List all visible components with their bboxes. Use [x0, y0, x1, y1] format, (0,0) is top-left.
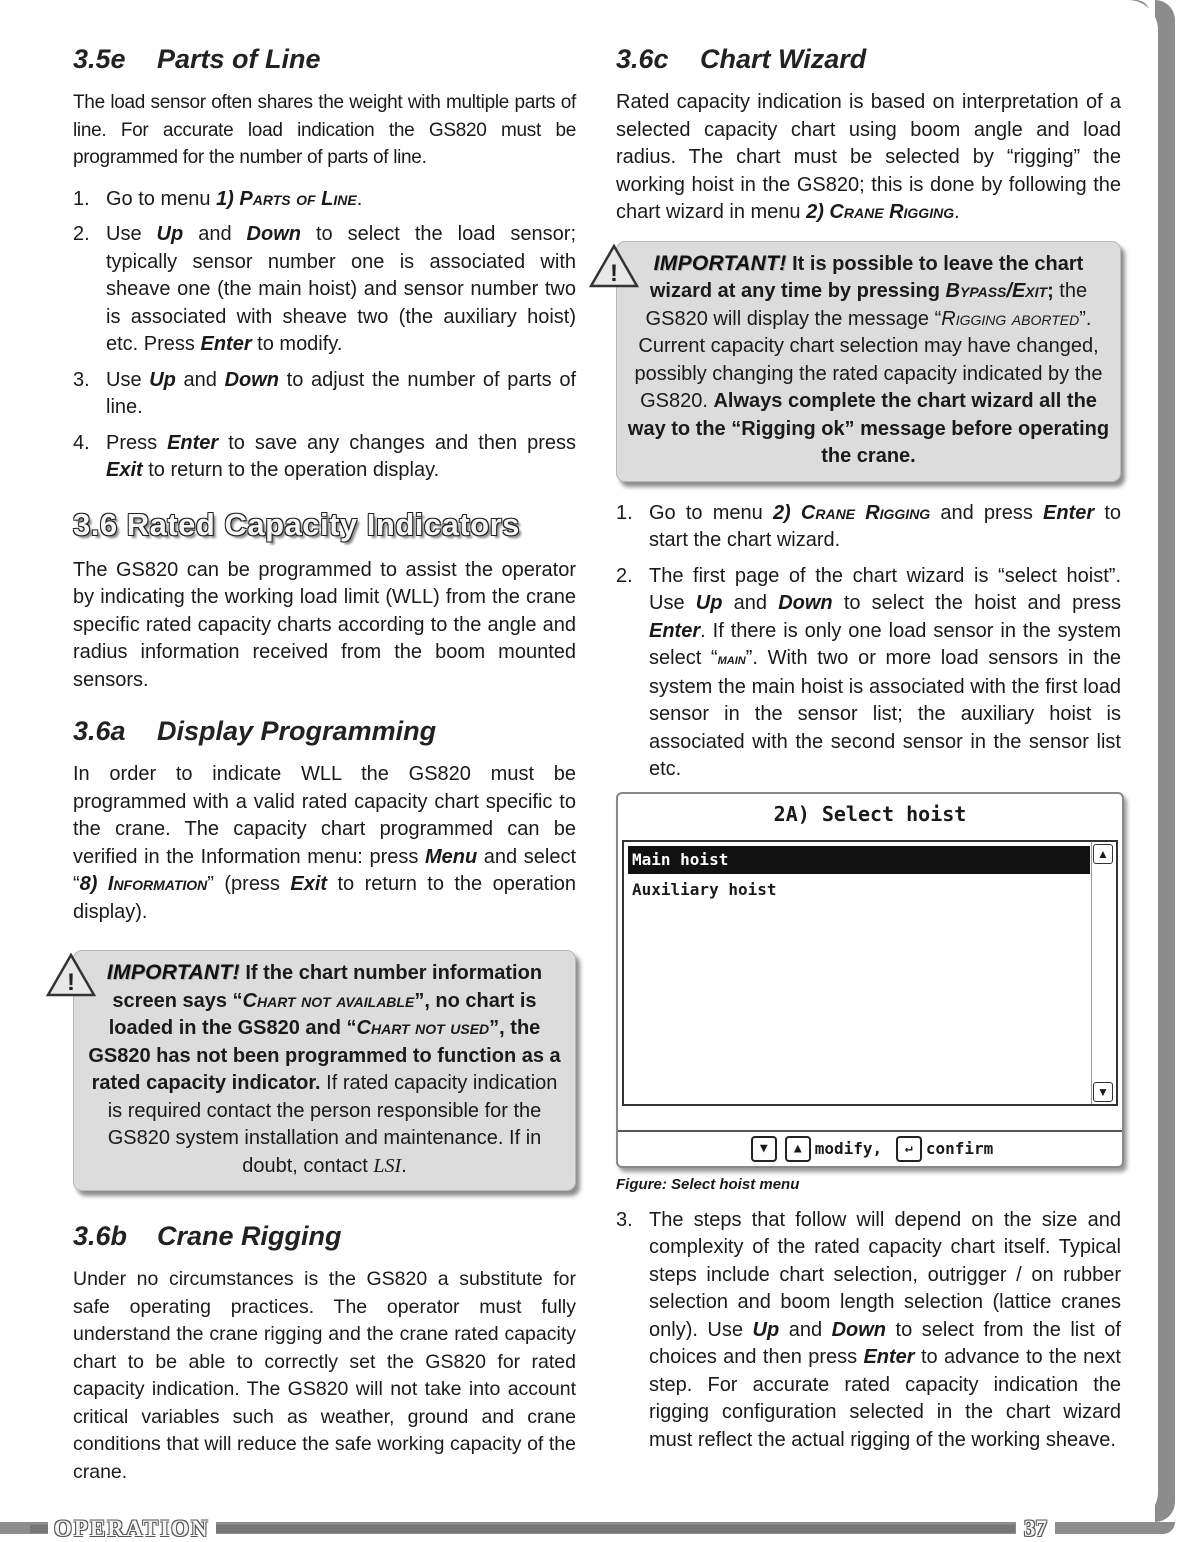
section-3-5e-heading: 3.5e Parts of Line [73, 44, 321, 74]
section-3-6a-text: In order to indicate WLL the GS820 must be programmed with a valid rated capacity chart specific to the crane. The capacity chart programmed can be verified in the Information menu: press Menu and select “8) Information” (press Exit to return to the operation display). [73, 763, 577, 923]
svg-text:!: ! [67, 969, 75, 996]
left-column [67, 44, 577, 1500]
section-3-6b-heading: 3.6b Crane Rigging [73, 1221, 342, 1251]
section-3-5e-steps [73, 186, 576, 485]
hoist-list [622, 840, 1118, 1106]
down-key-icon: ▼ [751, 1136, 777, 1162]
section-3-5e-intro: The load sensor often shares the weight with multiple parts of line. For accurate load indication the GS820 must be programmed for the number of parts of line. [73, 92, 576, 168]
up-key-icon: ▲ [785, 1136, 811, 1162]
scroll-up-icon[interactable]: ▲ [1093, 844, 1113, 864]
list-item: 2. The first page of the chart wizard is “select hoist”. Use Up and Down to select the hoist and press Enter. If there is only one load sensor in the system select “main”. With two or more load sensors in the system the main hoist is associated with the first load sensor in the sensor list; the auxiliary hoist is associated with the second sensor in the sensor list etc. [616, 564, 1122, 780]
important-warning-box: ! IMPORTANT! If the chart number information screen says “Chart not available”, no chart is loaded in the GS820 and “Chart not used”, the GS820 has not been programmed to function as a rated capacity indicator. If rated capacity indication is required contact the person responsible for the GS820 system installation and maintenance. If in doubt, contact LSI. [73, 950, 576, 1191]
warning-icon [46, 953, 96, 997]
section-3-6b-text: Under no circumstances is the GS820 a substitute for safe operating practices. The operator must fully understand the crane rigging and the crane rated capacity chart to be able to correctly set the GS820 for rated capacity indication. The GS820 will not take into account critical variables such as weather, ground and crane conditions that will reduce the safe working capacity of the crane. [73, 1268, 576, 1483]
section-3-6-text: The GS820 can be programmed to assist the operator by indicating the working load limit (WLL) from the crane specific rated capacity charts according to the angle and radius information received from the boom mounted sensors. [73, 558, 576, 691]
scroll-down-icon[interactable]: ▼ [1093, 1082, 1113, 1102]
list-item-main-hoist[interactable]: Main hoist [628, 846, 1090, 874]
list-item: 1. Go to menu 1) Parts of Line. [73, 187, 363, 210]
list-item: 3. The steps that follow will depend on the size and complexity of the rated capacity chart itself. Typical steps include chart selection, outrigger / on rubber selection and boom length selection (lattice cranes only). Use Up and Down to select from the list of choices and then press Enter to advance to the next step. For accurate rated capacity indication the rigging configuration selected in the chart wizard must reflect the actual rigging of the working sheave. [616, 1208, 1121, 1451]
select-hoist-screen [616, 792, 1124, 1168]
enter-key-icon: ↵ [896, 1136, 922, 1162]
scrollbar[interactable] [1091, 842, 1116, 1104]
page-frame-right [1155, 0, 1175, 1522]
list-item-auxiliary-hoist[interactable]: Auxiliary hoist [632, 879, 777, 899]
svg-text:!: ! [610, 259, 618, 287]
screen-footer: ▼ ▲ modify, ↵ confirm [618, 1130, 1122, 1166]
warning-icon [589, 244, 639, 288]
list-item: 1. Go to menu 2) Crane Rigging and press Enter to start the chart wizard. [616, 501, 1121, 551]
list-item: 3. Use Up and Down to adjust the number of parts of line. [73, 368, 577, 418]
figure-caption: Figure: Select hoist menu [616, 1175, 800, 1193]
section-3-6c-heading: 3.6c Chart Wizard [616, 44, 867, 74]
section-3-6c-text: Rated capacity indication is based on interpretation of a selected capacity chart using boom angle and load radius. The chart must be selected by “rigging” the working hoist in the GS820; this is done by following the chart wizard in menu 2) Crane Rigging. [616, 91, 1121, 223]
list-item: 2. Use Up and Down to select the load sensor; typically sensor number one is associated with sheave one (the main hoist) and sensor number two is associated with sheave two (the auxiliary hoist) etc. Press Enter to modify. [73, 223, 576, 355]
section-3-6-heading: 3.6 Rated Capacity Indicators [73, 506, 520, 542]
chart-wizard-steps-continued [616, 1207, 1121, 1455]
important-warning-box: ! IMPORTANT! It is possible to leave the chart wizard at any time by pressing Bypass/Exit; the GS820 will display the message “Rigging aborted”. Current capacity chart selection may have changed, possibly changing the rated capacity indicated by the GS820. Always complete the chart wizard all the way to the “Rigging ok” message before operating the crane. [616, 241, 1121, 482]
screen-title: 2A) Select hoist [773, 801, 967, 826]
page-number: 37 [1016, 1516, 1055, 1542]
chart-wizard-steps [616, 500, 1121, 784]
footer-section-label: OPERATION [48, 1516, 216, 1542]
list-item: 4. Press Enter to save any changes and then press Exit to return to the operation display. [73, 431, 576, 481]
right-column [610, 44, 1122, 1472]
section-3-6a-heading: 3.6a Display Programming [73, 716, 437, 746]
